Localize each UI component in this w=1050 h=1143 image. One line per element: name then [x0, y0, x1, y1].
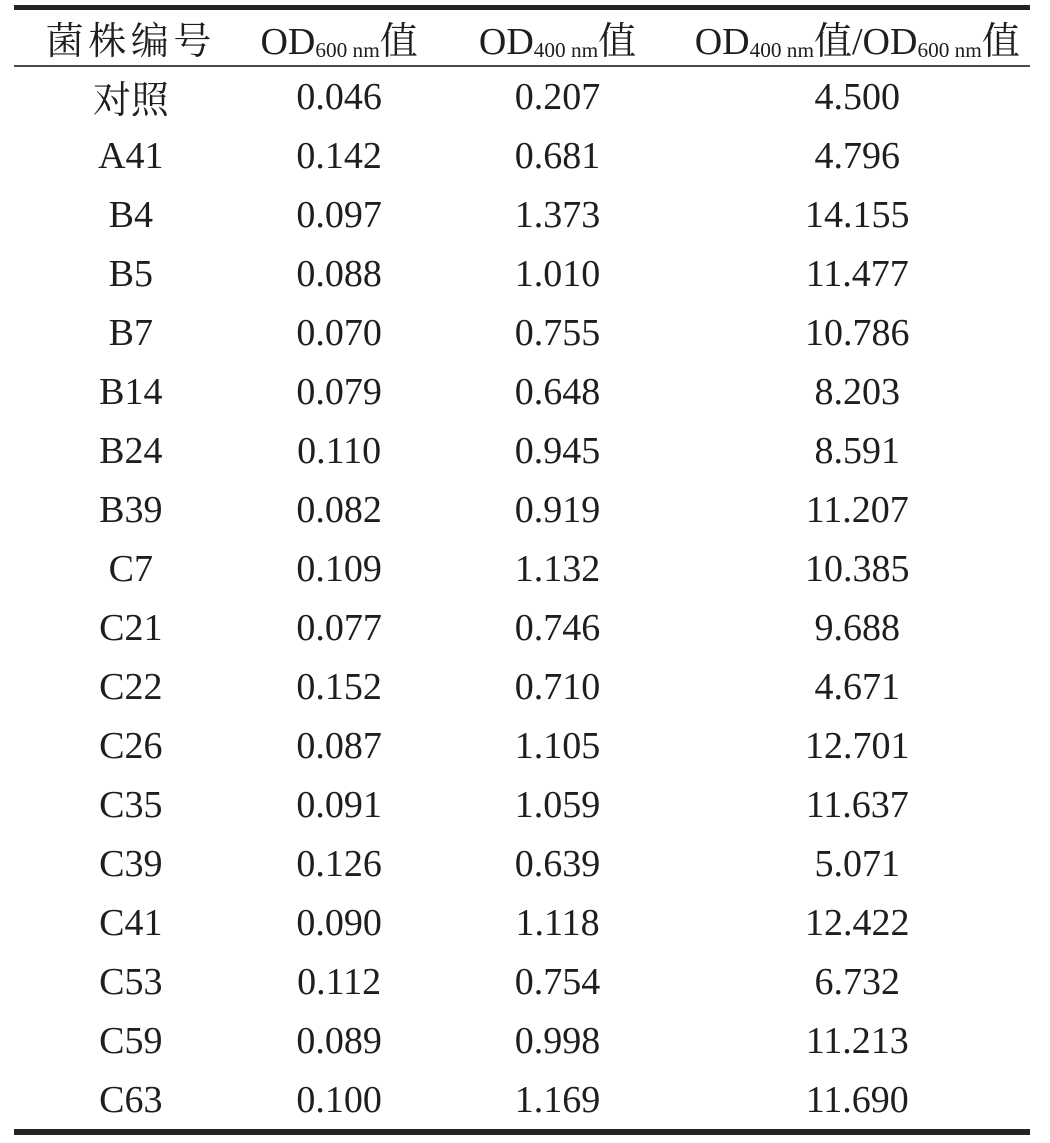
- cell-od-ratio-value: 4.500: [814, 75, 901, 118]
- cell-strain-id: C22: [99, 665, 163, 708]
- cell-strain-id: B24: [99, 429, 163, 472]
- table-row: [14, 66, 1030, 126]
- cell-od-ratio-value: 8.203: [814, 370, 901, 413]
- cell-od400-value: 1.118: [515, 901, 600, 944]
- cell-strain-id: B7: [108, 311, 154, 354]
- table-row: [14, 244, 1030, 303]
- cell-od-ratio-value: 12.422: [805, 901, 910, 944]
- cell-od-ratio-value: 11.477: [805, 252, 909, 295]
- table-row: [14, 598, 1030, 657]
- od600-subscript: 600 nm: [315, 37, 380, 62]
- cell-od400-value: 0.754: [514, 960, 601, 1003]
- cell-od600-value: 0.097: [296, 193, 382, 236]
- cell-od400-value: 0.710: [514, 665, 601, 708]
- cell-od-ratio-value: 11.637: [805, 783, 909, 826]
- od400-subscript: 400 nm: [533, 37, 599, 62]
- cell-od-ratio-value: 11.690: [805, 1078, 909, 1121]
- od400-suffix: 值: [598, 21, 637, 63]
- cell-od-ratio-value: 9.688: [814, 606, 901, 649]
- cell-od400-value: 1.169: [514, 1078, 601, 1121]
- table-row: [14, 362, 1030, 421]
- cell-od600-value: 0.090: [296, 901, 382, 944]
- table-row: [14, 539, 1030, 598]
- cell-strain-id: 对照: [92, 80, 169, 122]
- cell-od400-value: 0.919: [514, 488, 601, 531]
- table-row: [14, 185, 1030, 244]
- cell-od400-value: 0.648: [514, 370, 601, 413]
- table-row: [14, 1070, 1030, 1132]
- cell-strain-id: B5: [108, 252, 154, 295]
- cell-strain-id: A41: [98, 134, 164, 177]
- cell-od400-value: 1.059: [514, 783, 601, 826]
- table-row: [14, 480, 1030, 539]
- cell-od600-value: 0.077: [296, 606, 382, 649]
- cell-od400-value: 1.132: [514, 547, 601, 590]
- table-row: [14, 893, 1030, 952]
- cell-strain-id: C35: [99, 783, 163, 826]
- cell-od600-value: 0.112: [297, 960, 382, 1003]
- cell-od600-value: 0.142: [296, 134, 382, 177]
- col-header-od-ratio: [685, 8, 1030, 67]
- cell-strain-id: C63: [99, 1078, 163, 1121]
- cell-od600-value: 0.046: [296, 75, 382, 118]
- cell-od600-value: 0.070: [296, 311, 382, 354]
- cell-strain-id: C39: [99, 842, 163, 885]
- table-body: [14, 66, 1030, 1132]
- cell-od-ratio-value: 11.213: [805, 1019, 909, 1062]
- cell-od600-value: 0.100: [296, 1078, 382, 1121]
- cell-od400-value: 0.681: [514, 134, 601, 177]
- cell-od-ratio-value: 4.671: [814, 665, 901, 708]
- cell-od600-value: 0.082: [296, 488, 382, 531]
- table-row: [14, 952, 1030, 1011]
- table-row: [14, 657, 1030, 716]
- col-header-strain-id: 菌株编号: [45, 21, 216, 63]
- table-row: [14, 1011, 1030, 1070]
- od600-suffix: 值: [379, 21, 418, 63]
- cell-strain-id: B4: [108, 193, 154, 236]
- cell-od600-value: 0.109: [296, 547, 382, 590]
- cell-od-ratio-value: 11.207: [805, 488, 909, 531]
- cell-od-ratio-value: 8.591: [814, 429, 901, 472]
- cell-strain-id: B39: [99, 488, 163, 531]
- paper-table-region: [14, 5, 1032, 1135]
- cell-od-ratio-value: 10.786: [805, 311, 910, 354]
- cell-od400-value: 0.755: [514, 311, 601, 354]
- cell-strain-id: C41: [99, 901, 163, 944]
- table-row: [14, 126, 1030, 185]
- table-row: [14, 421, 1030, 480]
- cell-strain-id: C53: [99, 960, 163, 1003]
- header-row: [14, 8, 1030, 67]
- cell-strain-id: C21: [99, 606, 163, 649]
- cell-od-ratio-value: 5.071: [814, 842, 901, 885]
- cell-od-ratio-value: 14.155: [805, 193, 910, 236]
- cell-od400-value: 1.373: [514, 193, 601, 236]
- cell-od600-value: 0.110: [297, 429, 382, 472]
- od400-prefix: OD: [478, 21, 534, 63]
- od600-prefix: OD: [260, 21, 316, 63]
- cell-od600-value: 0.087: [296, 724, 382, 767]
- cell-od400-value: 0.945: [514, 429, 601, 472]
- ratio-subscript-400: 400 nm: [749, 37, 814, 62]
- table-row: [14, 834, 1030, 893]
- table-row: [14, 303, 1030, 362]
- ratio-mid: 值/OD: [813, 21, 918, 63]
- col-header-od400: [431, 8, 685, 67]
- cell-strain-id: C26: [99, 724, 163, 767]
- cell-strain-id: C7: [108, 547, 154, 590]
- cell-od600-value: 0.152: [296, 665, 382, 708]
- ratio-subscript-600: 600 nm: [917, 37, 982, 62]
- cell-strain-id: B14: [99, 370, 163, 413]
- cell-od-ratio-value: 6.732: [814, 960, 901, 1003]
- ratio-suffix: 值: [981, 21, 1020, 63]
- cell-od600-value: 0.126: [296, 842, 382, 885]
- cell-od600-value: 0.079: [296, 370, 382, 413]
- cell-od400-value: 0.746: [514, 606, 601, 649]
- cell-od400-value: 1.105: [514, 724, 601, 767]
- table-header: [14, 8, 1030, 67]
- table-row: [14, 775, 1030, 834]
- cell-od600-value: 0.089: [296, 1019, 382, 1062]
- col-header-od600: [248, 8, 431, 67]
- cell-od400-value: 0.207: [514, 75, 601, 118]
- cell-od600-value: 0.091: [296, 783, 382, 826]
- ratio-part1: OD: [694, 21, 750, 63]
- cell-od400-value: 1.010: [514, 252, 601, 295]
- cell-od400-value: 0.998: [514, 1019, 601, 1062]
- cell-od400-value: 0.639: [514, 842, 601, 885]
- cell-strain-id: C59: [99, 1019, 163, 1062]
- cell-od600-value: 0.088: [296, 252, 382, 295]
- cell-od-ratio-value: 4.796: [814, 134, 901, 177]
- table-row: [14, 716, 1030, 775]
- strain-od-table: [14, 5, 1030, 1135]
- cell-od-ratio-value: 12.701: [805, 724, 910, 767]
- cell-od-ratio-value: 10.385: [805, 547, 910, 590]
